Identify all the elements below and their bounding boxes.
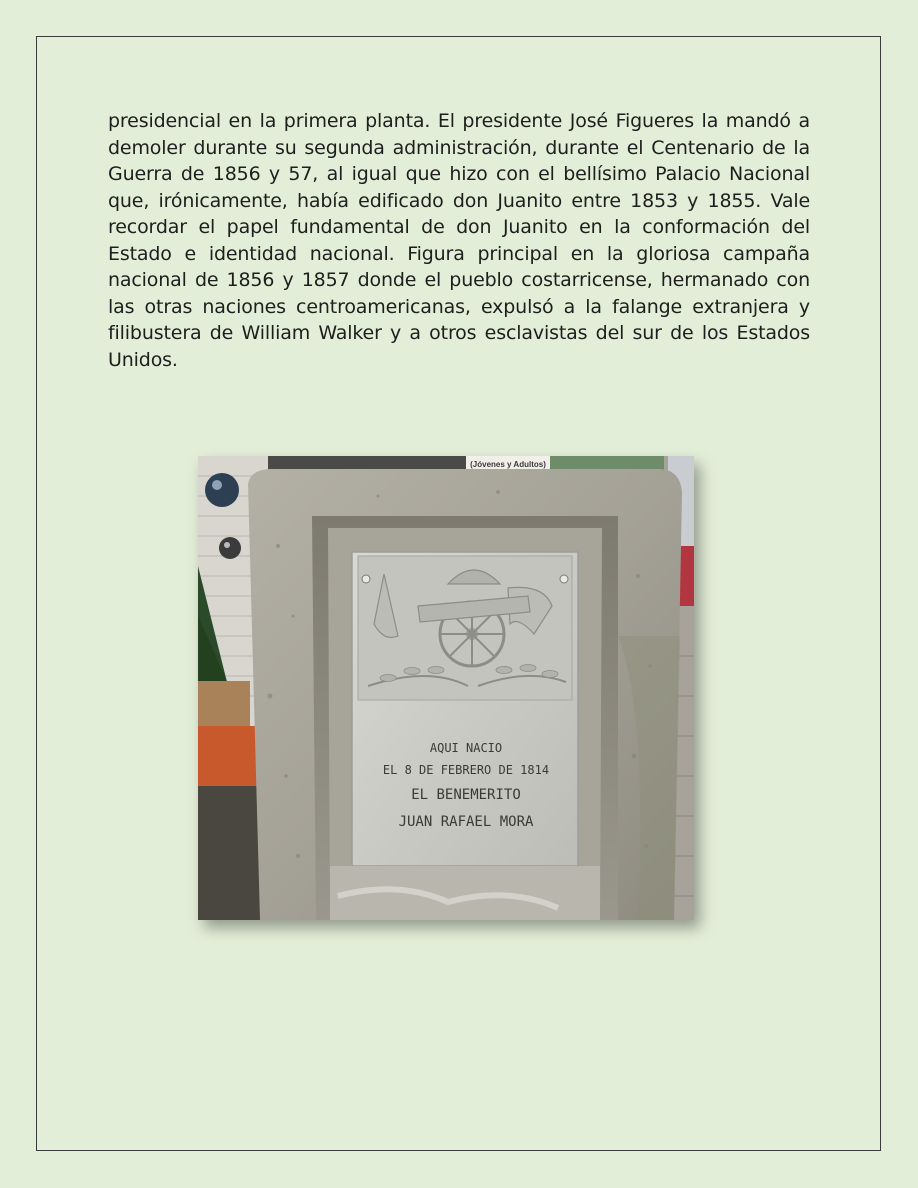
plaque-line-1: AQUI NACIO — [429, 741, 503, 755]
plaque-line-4: JUAN RAFAEL MORA — [398, 814, 534, 830]
body-paragraph: presidencial en la primera planta. El presidente José Figueres la mandó a demoler durante su segunda administración, durante el Centenario de la Guerra de 1856 y 57, al igual que hizo con el bellísimo Palacio Nacional que, irónicamente, había edificado don Juanito entre 1853 y 1855. Vale recordar el papel fundamental de don Juanito en la conformación del Estado e identidad nacional. Figura principal en la gloriosa campaña nacional de 1856 y 1857 donde el pueblo costarricense, hermanado con las otras naciones centroamericanas, expulsó a la falange extranjera y filibustera de William Walker y a otros esclavistas del sur de los Estados Unidos. — [108, 110, 810, 371]
monument-photo — [198, 456, 694, 920]
plaque-line-3: EL BENEMERITO — [411, 787, 521, 803]
plaque-line-2: EL 8 DE FEBRERO DE 1814 — [382, 763, 550, 777]
shop-sign-text: (Jóvenes y Adultos) — [470, 460, 546, 469]
